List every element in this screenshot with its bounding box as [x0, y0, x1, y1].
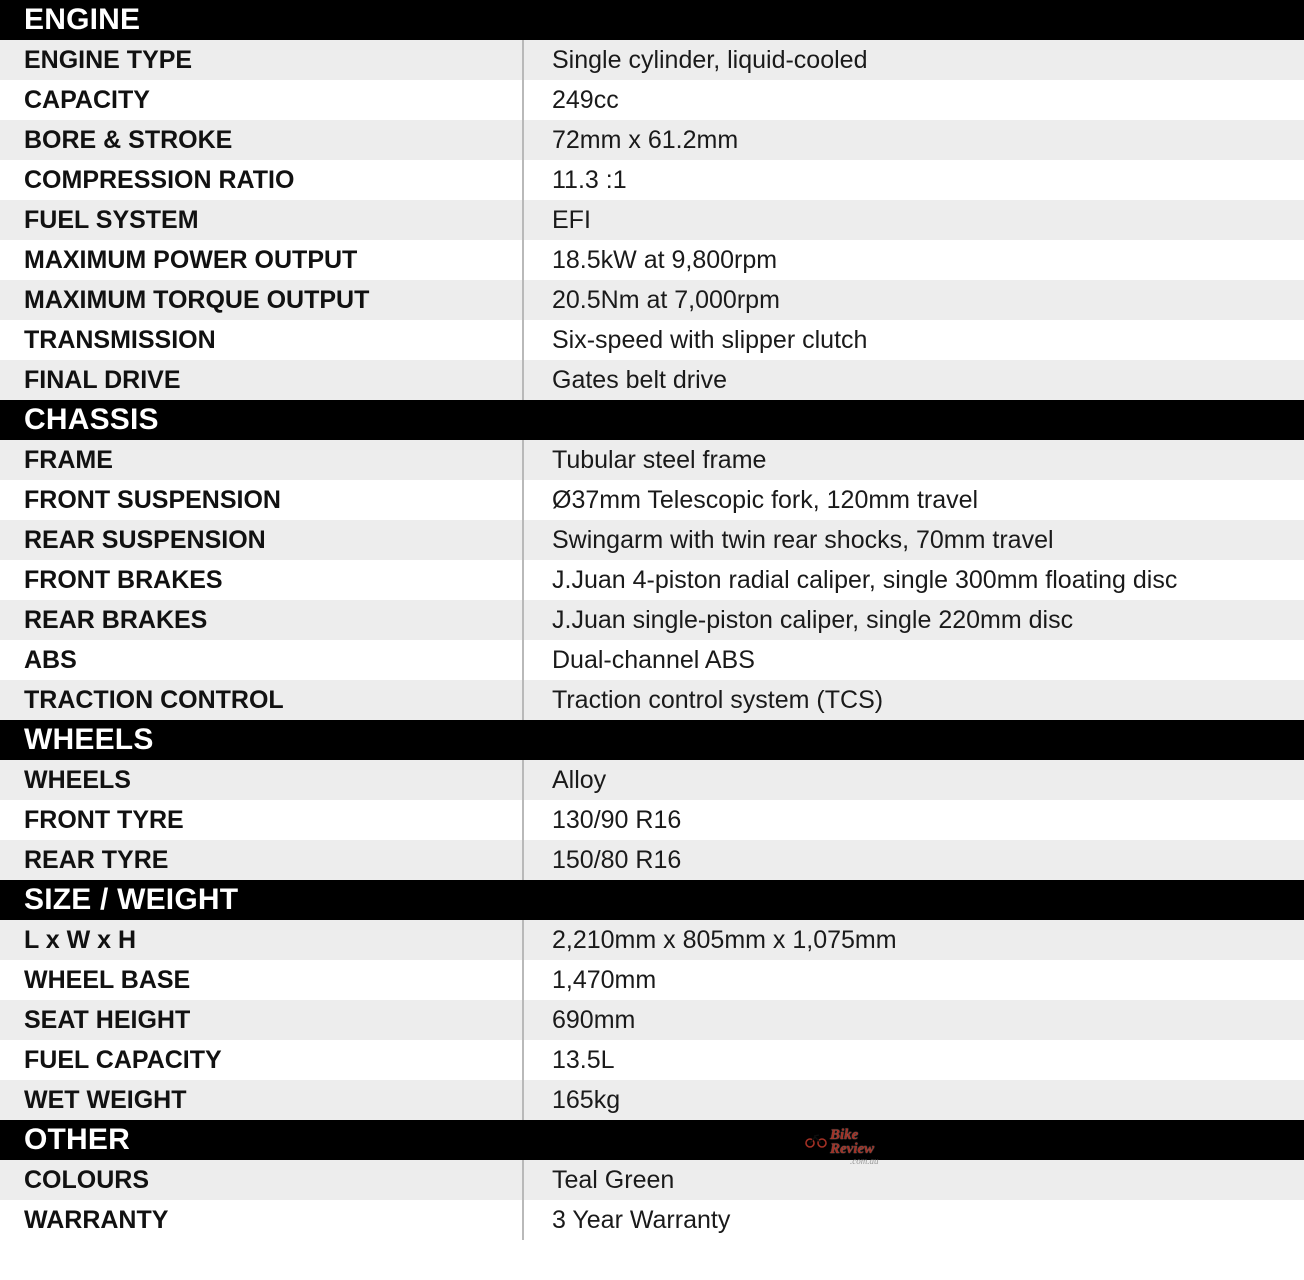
section-header-wheels: WHEELS [0, 720, 1304, 760]
spec-value: Alloy [522, 760, 1304, 800]
spec-value: Gates belt drive [522, 360, 1304, 400]
spec-value: Ø37mm Telescopic fork, 120mm travel [522, 480, 1304, 520]
spec-label: WHEELS [0, 760, 522, 800]
spec-value: 11.3 :1 [522, 160, 1304, 200]
table-row [0, 1200, 1304, 1240]
spec-value: 2,210mm x 805mm x 1,075mm [522, 920, 1304, 960]
spec-label: REAR BRAKES [0, 600, 522, 640]
table-row [0, 280, 1304, 320]
table-row [0, 560, 1304, 600]
spec-value: Swingarm with twin rear shocks, 70mm travel [522, 520, 1304, 560]
table-row [0, 480, 1304, 520]
spec-value: 249cc [522, 80, 1304, 120]
spec-label: FRONT BRAKES [0, 560, 522, 600]
watermark-line3: .com.au [850, 1156, 879, 1166]
spec-value: EFI [522, 200, 1304, 240]
spec-value: 13.5L [522, 1040, 1304, 1080]
table-row [0, 800, 1304, 840]
table-row [0, 200, 1304, 240]
section-header-other: OTHER [0, 1120, 1304, 1160]
spec-value: Traction control system (TCS) [522, 680, 1304, 720]
spec-value: 1,470mm [522, 960, 1304, 1000]
watermark-line1: Bike [830, 1127, 859, 1143]
spec-label: TRACTION CONTROL [0, 680, 522, 720]
spec-label: WET WEIGHT [0, 1080, 522, 1120]
table-row [0, 640, 1304, 680]
spec-label: WHEEL BASE [0, 960, 522, 1000]
spec-label: FUEL SYSTEM [0, 200, 522, 240]
table-row [0, 520, 1304, 560]
spec-label: BORE & STROKE [0, 120, 522, 160]
spec-label: FRONT SUSPENSION [0, 480, 522, 520]
table-row [0, 120, 1304, 160]
spec-value: J.Juan 4-piston radial caliper, single 300mm floating disc [522, 560, 1304, 600]
table-row [0, 1040, 1304, 1080]
spec-label: REAR TYRE [0, 840, 522, 880]
table-row [0, 320, 1304, 360]
table-row [0, 760, 1304, 800]
spec-label: WARRANTY [0, 1200, 522, 1240]
table-row [0, 1160, 1304, 1200]
table-row [0, 160, 1304, 200]
spec-label: FRAME [0, 440, 522, 480]
spec-label: FRONT TYRE [0, 800, 522, 840]
spec-value: Dual-channel ABS [522, 640, 1304, 680]
table-row [0, 240, 1304, 280]
table-row [0, 1000, 1304, 1040]
spec-label: MAXIMUM TORQUE OUTPUT [0, 280, 522, 320]
spec-label: ENGINE TYPE [0, 40, 522, 80]
section-header-engine: ENGINE [0, 0, 1304, 40]
table-row [0, 840, 1304, 880]
spec-label: FINAL DRIVE [0, 360, 522, 400]
spec-value: 150/80 R16 [522, 840, 1304, 880]
table-row [0, 40, 1304, 80]
spec-value: Teal Green [522, 1160, 1304, 1200]
spec-value: 165kg [522, 1080, 1304, 1120]
watermark-line2: Review [830, 1141, 875, 1157]
spec-label: REAR SUSPENSION [0, 520, 522, 560]
spec-value: 18.5kW at 9,800rpm [522, 240, 1304, 280]
spec-value: 690mm [522, 1000, 1304, 1040]
spec-value: 130/90 R16 [522, 800, 1304, 840]
spec-label: CAPACITY [0, 80, 522, 120]
table-row [0, 920, 1304, 960]
spec-value: 20.5Nm at 7,000rpm [522, 280, 1304, 320]
table-row [0, 1080, 1304, 1120]
table-row [0, 440, 1304, 480]
table-row [0, 80, 1304, 120]
spec-label: ABS [0, 640, 522, 680]
section-header-chassis: CHASSIS [0, 400, 1304, 440]
spec-label: MAXIMUM POWER OUTPUT [0, 240, 522, 280]
spec-label: TRANSMISSION [0, 320, 522, 360]
section-header-size-weight: SIZE / WEIGHT [0, 880, 1304, 920]
spec-value: Six-speed with slipper clutch [522, 320, 1304, 360]
spec-label: COLOURS [0, 1160, 522, 1200]
table-row [0, 600, 1304, 640]
table-row [0, 680, 1304, 720]
spec-value: 3 Year Warranty [522, 1200, 1304, 1240]
spec-value: 72mm x 61.2mm [522, 120, 1304, 160]
table-row [0, 960, 1304, 1000]
spec-value: J.Juan single-piston caliper, single 220mm disc [522, 600, 1304, 640]
spec-label: COMPRESSION RATIO [0, 160, 522, 200]
spec-label: L x W x H [0, 920, 522, 960]
spec-value: Single cylinder, liquid-cooled [522, 40, 1304, 80]
spec-label: FUEL CAPACITY [0, 1040, 522, 1080]
table-row [0, 360, 1304, 400]
spec-label: SEAT HEIGHT [0, 1000, 522, 1040]
spec-value: Tubular steel frame [522, 440, 1304, 480]
